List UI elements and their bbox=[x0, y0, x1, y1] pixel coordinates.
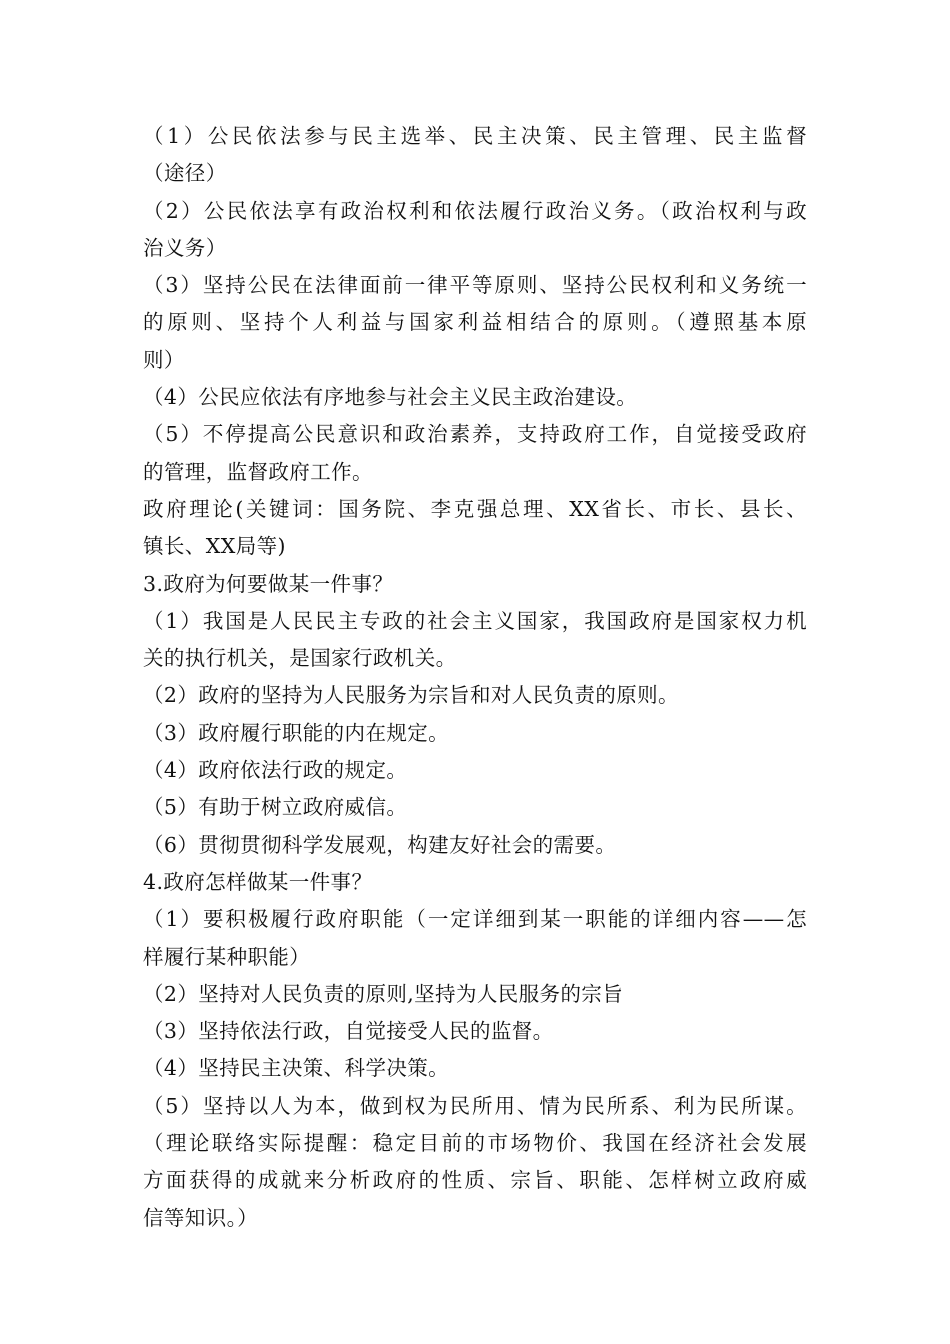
text-line: （1）要积极履行政府职能（一定详细到某一职能的详细内容——怎 bbox=[143, 907, 807, 932]
text-line: （理论联络实际提醒：稳定目前的市场物价、我国在经济社会发展 bbox=[143, 1131, 807, 1156]
text-line: （4）公民应依法有序地参与社会主义民主政治建设。 bbox=[143, 385, 638, 410]
text-line: （5）坚持以人为本，做到权为民所用、情为民所系、利为民所谋。 bbox=[143, 1093, 807, 1118]
text-line: （3）政府履行职能的内在规定。 bbox=[143, 720, 450, 745]
text-line: （1）我国是人民民主专政的社会主义国家，我国政府是国家权力机 bbox=[143, 608, 807, 633]
text-line: （6）贯彻贯彻科学发展观，构建友好社会的需要。 bbox=[143, 832, 617, 857]
section-heading: 政府理论(关键词：国务院、李克强总理、XX省长、市长、县长、 bbox=[143, 496, 807, 521]
text-line: （2）公民依法享有政治权利和依法履行政治义务。（政治权利与政 bbox=[143, 198, 807, 223]
document-body bbox=[143, 118, 807, 1237]
text-line: 样履行某种职能） bbox=[143, 944, 311, 969]
text-line: （2）坚持对人民负责的原则,坚持为人民服务的宗旨 bbox=[143, 981, 624, 1006]
text-line: 的管理，监督政府工作。 bbox=[143, 459, 373, 484]
text-line: （1）公民依法参与民主选举、民主决策、民主管理、民主监督 bbox=[143, 124, 807, 148]
text-line: 的原则、坚持个人利益与国家利益相结合的原则。（遵照基本原 bbox=[143, 310, 807, 335]
text-line: （5）不停提高公民意识和政治素养，支持政府工作，自觉接受政府 bbox=[143, 422, 807, 447]
text-line: 关的执行机关，是国家行政机关。 bbox=[143, 646, 457, 671]
section-heading: 镇长、XX局等) bbox=[143, 534, 286, 559]
text-line: 方面获得的成就来分析政府的性质、宗旨、职能、怎样树立政府威 bbox=[143, 1168, 807, 1193]
text-line: 信等知识。） bbox=[143, 1205, 259, 1230]
text-line: （4）政府依法行政的规定。 bbox=[143, 758, 408, 783]
text-line: （3）坚持公民在法律面前一律平等原则、坚持公民权利和义务统一 bbox=[143, 273, 807, 298]
text-line: 则） bbox=[143, 347, 185, 372]
text-line: （5）有助于树立政府威信。 bbox=[143, 795, 408, 820]
text-line: 治义务） bbox=[143, 235, 227, 260]
text-line: （4）坚持民主决策、科学决策。 bbox=[143, 1056, 450, 1081]
text-line: （3）坚持依法行政，自觉接受人民的监督。 bbox=[143, 1019, 554, 1044]
question-heading: 4.政府怎样做某一件事？ bbox=[143, 869, 373, 894]
text-line: （2）政府的坚持为人民服务为宗旨和对人民负责的原则。 bbox=[143, 683, 679, 708]
text-line: （途径） bbox=[143, 161, 227, 186]
question-heading: 3.政府为何要做某一件事？ bbox=[143, 571, 394, 596]
